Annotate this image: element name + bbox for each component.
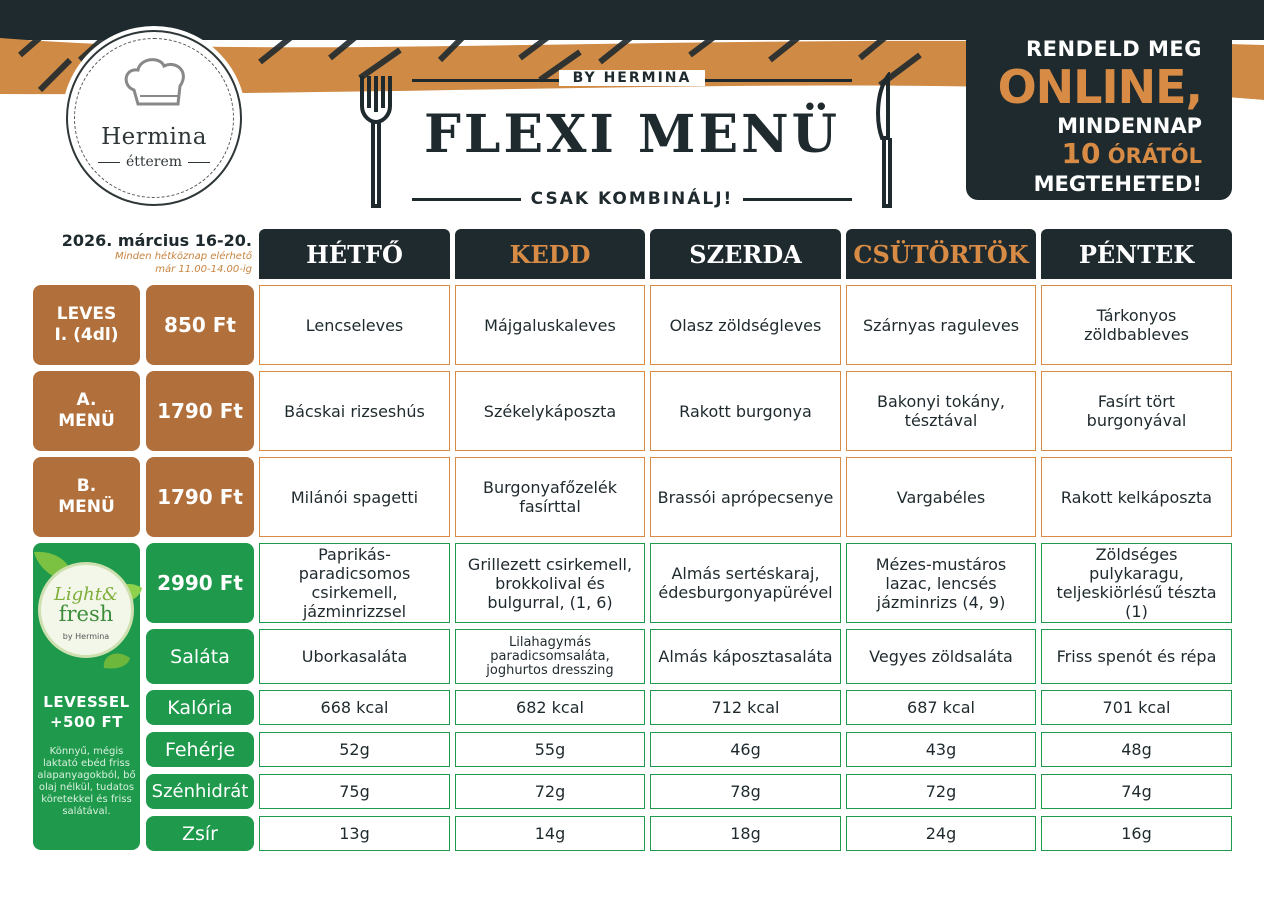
menu-cell: Rakott kelkáposzta xyxy=(1041,457,1232,537)
date-range: 2026. március 16-20. xyxy=(61,231,252,250)
price-light-fresh: 2990 Ft xyxy=(146,543,254,623)
menu-cell: Brassói aprópecsenye xyxy=(650,457,841,537)
nutrition-cell: 75g xyxy=(259,774,450,809)
knife-icon xyxy=(870,72,900,210)
light-fresh-title: fresh xyxy=(58,602,114,626)
menu-cell: Bácskai rizseshús xyxy=(259,371,450,451)
menu-cell: Burgonyafőzelék fasírttal xyxy=(455,457,645,537)
logo-name: Hermina xyxy=(101,124,207,150)
menu-cell: Uborkasaláta xyxy=(259,629,450,684)
menu-cell: Lilahagymás paradicsomsaláta, joghurtos dresszing xyxy=(455,629,645,684)
promo-online: ONLINE, xyxy=(997,60,1202,114)
menu-cell: Székelykáposzta xyxy=(455,371,645,451)
nutrition-cell: 701 kcal xyxy=(1041,690,1232,725)
day-header-monday: HÉTFŐ xyxy=(259,229,450,279)
chef-hat-icon xyxy=(120,54,192,110)
day-header-tuesday: KEDD xyxy=(455,229,645,279)
light-fresh-description: Könnyű, mégis laktató ebéd friss alapanyagokból, bő olaj nélkül, tudatos köretekkel és friss salátával. xyxy=(37,746,136,817)
nutrition-cell: 687 kcal xyxy=(846,690,1036,725)
menu-cell: Friss spenót és répa xyxy=(1041,629,1232,684)
promo-line: RENDELD MEG xyxy=(1026,37,1202,61)
nutrition-cell: 682 kcal xyxy=(455,690,645,725)
row-label-fat: Zsír xyxy=(146,816,254,851)
light-fresh-title: Light& xyxy=(53,584,119,605)
day-header-thursday: CSÜTÖRTÖK xyxy=(846,229,1036,279)
row-label-menu-a: A. MENÜ xyxy=(33,371,140,451)
menu-cell: Lencseleves xyxy=(259,285,450,365)
row-label-menu-b: B. MENÜ xyxy=(33,457,140,537)
nutrition-cell: 55g xyxy=(455,732,645,767)
menu-cell: Tárkonyos zöldbableves xyxy=(1041,285,1232,365)
tagline: CSAK KOMBINÁLJ! xyxy=(412,189,852,209)
menu-cell: Almás káposztasaláta xyxy=(650,629,841,684)
promo-line: MEGTEHETED! xyxy=(1033,172,1202,196)
menu-cell: Fasírt tört burgonyával xyxy=(1041,371,1232,451)
nutrition-cell: 48g xyxy=(1041,732,1232,767)
nutrition-cell: 72g xyxy=(846,774,1036,809)
by-hermina: BY HERMINA xyxy=(412,70,852,86)
nutrition-cell: 52g xyxy=(259,732,450,767)
promo-time: 10 ÓRÁTÓL xyxy=(1061,137,1202,170)
row-label-carbs: Szénhidrát xyxy=(146,774,254,809)
menu-cell: Olasz zöldségleves xyxy=(650,285,841,365)
menu-cell: Milánói spagetti xyxy=(259,457,450,537)
fork-icon xyxy=(356,72,396,210)
availability-hours: már 11.00-14.00-ig xyxy=(155,264,252,275)
row-label-protein: Fehérje xyxy=(146,732,254,767)
menu-cell: Grillezett csirkemell, brokkolival és bulgurral, (1, 6) xyxy=(455,543,645,623)
soup-addon: LEVESSEL +500 FT xyxy=(43,693,130,731)
nutrition-cell: 46g xyxy=(650,732,841,767)
availability-note: Minden hétköznap elérhető xyxy=(114,251,252,262)
nutrition-cell: 43g xyxy=(846,732,1036,767)
nutrition-cell: 13g xyxy=(259,816,450,851)
nutrition-cell: 14g xyxy=(455,816,645,851)
nutrition-cell: 24g xyxy=(846,816,1036,851)
price-menu-b: 1790 Ft xyxy=(146,457,254,537)
page-title: FLEXI MENÜ xyxy=(424,104,840,165)
date-block xyxy=(40,231,252,276)
menu-cell: Paprikás-paradicsomos csirkemell, jázminrizzsel xyxy=(259,543,450,623)
day-header-friday: PÉNTEK xyxy=(1041,229,1232,279)
menu-cell: Szárnyas raguleves xyxy=(846,285,1036,365)
nutrition-cell: 72g xyxy=(455,774,645,809)
price-menu-a: 1790 Ft xyxy=(146,371,254,451)
menu-cell: Rakott burgonya xyxy=(650,371,841,451)
hermina-logo xyxy=(66,30,242,206)
nutrition-cell: 18g xyxy=(650,816,841,851)
nutrition-cell: 16g xyxy=(1041,816,1232,851)
light-fresh-logo xyxy=(30,548,146,672)
menu-cell: Zöldséges pulykaragu, teljeskiörlésű tészta (1) xyxy=(1041,543,1232,623)
menu-cell: Almás sertéskaraj, édesburgonyapürével xyxy=(650,543,841,623)
nutrition-cell: 78g xyxy=(650,774,841,809)
menu-cell: Májgaluskaleves xyxy=(455,285,645,365)
nutrition-cell: 74g xyxy=(1041,774,1232,809)
row-label-soup: LEVES I. (4dl) xyxy=(33,285,140,365)
row-label-calories: Kalória xyxy=(146,690,254,725)
promo-line: MINDENNAP xyxy=(1057,114,1202,138)
light-fresh-by: by Hermina xyxy=(62,632,110,641)
price-soup: 850 Ft xyxy=(146,285,254,365)
menu-cell: Mézes-mustáros lazac, lencsés jázminrizs (4, 9) xyxy=(846,543,1036,623)
menu-cell: Vegyes zöldsaláta xyxy=(846,629,1036,684)
row-label-salad: Saláta xyxy=(146,629,254,684)
menu-cell: Bakonyi tokány, tésztával xyxy=(846,371,1036,451)
online-order-promo xyxy=(966,22,1232,200)
nutrition-cell: 668 kcal xyxy=(259,690,450,725)
day-header-wednesday: SZERDA xyxy=(650,229,841,279)
nutrition-cell: 712 kcal xyxy=(650,690,841,725)
logo-subtitle: étterem xyxy=(68,154,240,170)
menu-cell: Vargabéles xyxy=(846,457,1036,537)
